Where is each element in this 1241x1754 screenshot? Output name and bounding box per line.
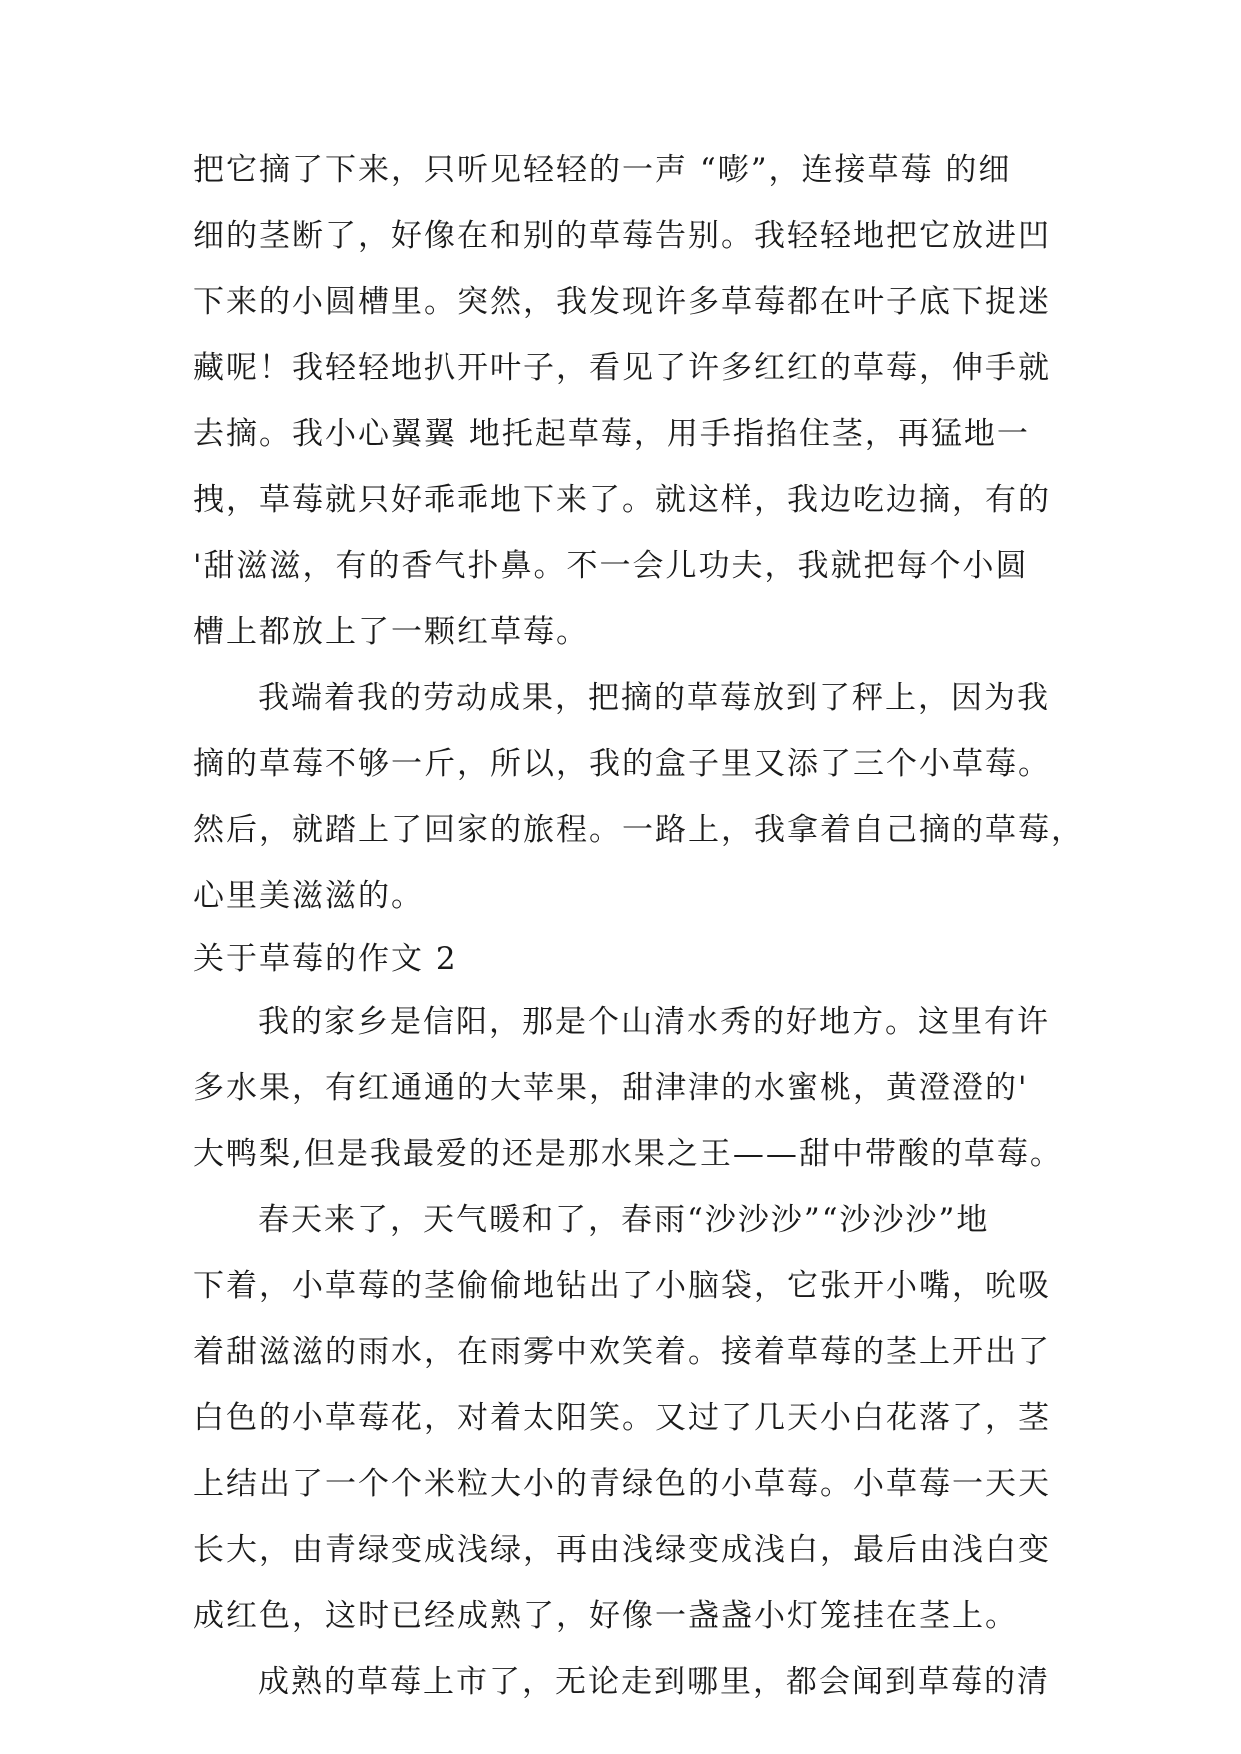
text-line-17: 春天来了，天气暖和了，春雨“沙沙沙”“沙沙沙”地 <box>258 1202 990 1238</box>
text-line-10: 摘的草莓不够一斤，所以，我的盒子里又添了三个小草莓。 <box>193 746 1051 782</box>
text-line-8: 槽上都放上了一颗红草莓。 <box>193 614 589 650</box>
text-line-6: 拽，草莓就只好乖乖地下来了。就这样，我边吃边摘，有的 <box>193 482 1051 518</box>
text-line-1: 把它摘了下来，只听见轻轻的一声 “嘭”，连接草莓 的细 <box>193 152 1012 188</box>
text-line-7: '甜滋滋，有的香气扑鼻。不一会儿功夫，我就把每个小圆 <box>193 548 1029 584</box>
text-line-20: 白色的小草莓花，对着太阳笑。又过了几天小白花落了，茎 <box>193 1400 1051 1436</box>
text-line-9: 我端着我的劳动成果，把摘的草莓放到了秤上，因为我 <box>258 680 1050 716</box>
text-line-16: 大鸭梨,但是我最爱的还是那水果之王——甜中带酸的草莓。 <box>193 1136 1063 1172</box>
section-heading: 关于草莓的作文 2 <box>193 941 458 977</box>
text-line-23: 成红色，这时已经成熟了，好像一盏盏小灯笼挂在茎上。 <box>193 1598 1018 1634</box>
text-line-24: 成熟的草莓上市了，无论走到哪里，都会闻到草莓的清 <box>258 1664 1050 1700</box>
text-line-12: 心里美滋滋的。 <box>193 878 424 914</box>
text-line-15: 多水果，有红通通的大苹果，甜津津的水蜜桃，黄澄澄的' <box>193 1070 1029 1106</box>
text-line-2: 细的茎断了，好像在和别的草莓告别。我轻轻地把它放进凹 <box>193 218 1051 254</box>
text-line-11: 然后，就踏上了回家的旅程。一路上，我拿着自己摘的草莓， <box>193 812 1084 848</box>
text-line-21: 上结出了一个个米粒大小的青绿色的小草莓。小草莓一天天 <box>193 1466 1051 1502</box>
text-line-22: 长大，由青绿变成浅绿，再由浅绿变成浅白，最后由浅白变 <box>193 1532 1051 1568</box>
text-line-18: 下着，小草莓的茎偷偷地钻出了小脑袋，它张开小嘴，吮吸 <box>193 1268 1051 1304</box>
text-line-4: 藏呢！我轻轻地扒开叶子，看见了许多红红的草莓，伸手就 <box>193 350 1051 386</box>
text-line-5: 去摘。我小心翼翼 地托起草莓，用手指掐住茎，再猛地一 <box>193 416 1030 452</box>
text-line-19: 着甜滋滋的雨水，在雨雾中欢笑着。接着草莓的茎上开出了 <box>193 1334 1051 1370</box>
text-line-14: 我的家乡是信阳，那是个山清水秀的好地方。这里有许 <box>258 1004 1050 1040</box>
text-line-3: 下来的小圆槽里。突然，我发现许多草莓都在叶子底下捉迷 <box>193 284 1051 320</box>
